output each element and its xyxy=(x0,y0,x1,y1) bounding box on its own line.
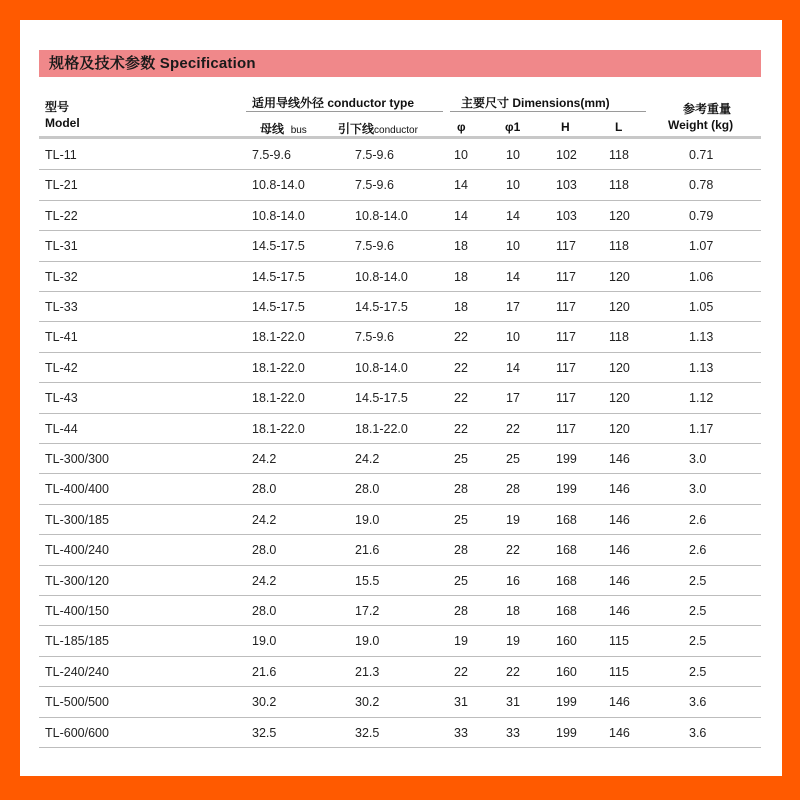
cell-l: 146 xyxy=(609,604,630,618)
cell-l: 146 xyxy=(609,512,630,527)
cell-conductor-diameter: 14.5-17.5 xyxy=(355,300,408,314)
table-row xyxy=(39,657,761,687)
cell-l: 146 xyxy=(609,695,630,710)
cell-h: 168 xyxy=(556,543,577,558)
table-row xyxy=(39,596,761,626)
cell-phi: 22 xyxy=(454,421,468,436)
cell-conductor-diameter: 7.5-9.6 xyxy=(355,239,394,254)
cell-conductor-diameter: 14.5-17.5 xyxy=(355,391,408,406)
header-weight-cn: 参考重量 xyxy=(683,102,732,116)
cell-conductor-diameter: 28.0 xyxy=(355,482,380,497)
cell-bus-diameter: 18.1-22.0 xyxy=(252,330,305,345)
cell-l: 146 xyxy=(609,573,630,588)
cell-phi: 22 xyxy=(454,330,468,345)
cell-bus-diameter: 18.1-22.0 xyxy=(252,360,305,375)
cell-h: 103 xyxy=(556,208,577,223)
cell-h: 117 xyxy=(556,269,576,284)
cell-phi: 22 xyxy=(454,664,468,679)
cell-phi: 14 xyxy=(454,178,468,193)
cell-bus-diameter: 28.0 xyxy=(252,482,277,497)
cell-weight: 1.12 xyxy=(689,391,714,406)
cell-weight: 2.5 xyxy=(689,634,707,649)
cell-weight: 2.5 xyxy=(689,664,707,679)
cell-phi: 33 xyxy=(454,725,468,740)
cell-conductor-diameter: 10.8-14.0 xyxy=(355,208,408,223)
table-row xyxy=(39,353,761,383)
cell-bus-diameter: 14.5-17.5 xyxy=(252,269,305,284)
table-row xyxy=(39,231,761,261)
cell-l: 118 xyxy=(609,148,629,162)
cell-phi1: 33 xyxy=(506,725,520,740)
cell-l: 120 xyxy=(609,269,630,284)
cell-phi: 28 xyxy=(454,543,468,558)
cell-weight: 1.05 xyxy=(689,300,714,314)
cell-phi1: 10 xyxy=(506,330,520,345)
cell-model: TL-32 xyxy=(45,269,78,284)
cell-weight: 0.71 xyxy=(689,148,714,162)
cell-weight: 3.6 xyxy=(689,725,707,740)
cell-conductor-diameter: 18.1-22.0 xyxy=(355,421,408,436)
cell-l: 146 xyxy=(609,452,630,466)
cell-phi: 22 xyxy=(454,360,468,375)
cell-phi: 19 xyxy=(454,634,468,649)
cell-model: TL-42 xyxy=(45,360,78,375)
cell-phi1: 19 xyxy=(506,512,520,527)
header-weight-en: Weight (kg) xyxy=(668,118,734,132)
cell-h: 199 xyxy=(556,695,577,710)
header-conductor-group: 适用导线外径 conductor type xyxy=(252,96,415,110)
cell-phi: 28 xyxy=(454,482,468,497)
table-row xyxy=(39,292,761,322)
cell-phi1: 31 xyxy=(506,695,520,710)
cell-h: 117 xyxy=(556,239,576,254)
table-row xyxy=(39,626,761,656)
cell-model: TL-33 xyxy=(45,300,78,314)
cell-model: TL-21 xyxy=(45,178,78,193)
cell-phi: 22 xyxy=(454,391,468,406)
cell-bus-diameter: 28.0 xyxy=(252,604,277,618)
cell-l: 146 xyxy=(609,482,630,497)
table-row xyxy=(39,201,761,231)
cell-h: 160 xyxy=(556,664,577,679)
header-phi1: φ1 xyxy=(505,120,521,134)
cell-model: TL-44 xyxy=(45,421,78,436)
cell-l: 118 xyxy=(609,178,629,193)
cell-phi1: 17 xyxy=(506,391,520,406)
table-row xyxy=(39,414,761,444)
table-row xyxy=(39,566,761,596)
cell-l: 146 xyxy=(609,543,630,558)
cell-h: 168 xyxy=(556,604,577,618)
table-row xyxy=(39,505,761,535)
cell-bus-diameter: 19.0 xyxy=(252,634,277,649)
cell-phi1: 14 xyxy=(506,360,520,375)
cell-phi: 28 xyxy=(454,604,468,618)
conductor-group-underline xyxy=(246,111,443,112)
cell-h: 168 xyxy=(556,512,577,527)
cell-model: TL-41 xyxy=(45,330,78,345)
cell-weight: 2.5 xyxy=(689,573,707,588)
cell-phi1: 10 xyxy=(506,178,520,193)
cell-bus-diameter: 14.5-17.5 xyxy=(252,300,305,314)
table-row xyxy=(39,718,761,748)
cell-conductor-diameter: 19.0 xyxy=(355,512,380,527)
header-dimensions-group: 主要尺寸 Dimensions(mm) xyxy=(461,96,610,110)
cell-h: 199 xyxy=(556,725,577,740)
cell-model: TL-43 xyxy=(45,391,78,406)
table-row xyxy=(39,687,761,717)
cell-bus-diameter: 7.5-9.6 xyxy=(252,148,291,162)
cell-h: 117 xyxy=(556,330,576,345)
cell-model: TL-11 xyxy=(45,148,77,162)
table-row xyxy=(39,262,761,292)
cell-phi1: 16 xyxy=(506,573,520,588)
cell-weight: 1.07 xyxy=(689,239,714,254)
cell-weight: 3.0 xyxy=(689,452,707,466)
cell-phi1: 10 xyxy=(506,148,520,162)
header-model-cn: 型号 xyxy=(45,100,70,114)
cell-phi1: 25 xyxy=(506,452,520,466)
cell-model: TL-22 xyxy=(45,208,78,223)
cell-weight: 1.17 xyxy=(689,421,714,436)
cell-conductor-diameter: 10.8-14.0 xyxy=(355,269,408,284)
cell-phi: 25 xyxy=(454,452,468,466)
cell-conductor-diameter: 21.3 xyxy=(355,664,380,679)
cell-bus-diameter: 14.5-17.5 xyxy=(252,239,305,254)
cell-bus-diameter: 30.2 xyxy=(252,695,277,710)
cell-weight: 1.06 xyxy=(689,269,714,284)
cell-h: 117 xyxy=(556,300,576,314)
cell-weight: 0.78 xyxy=(689,178,714,193)
cell-phi: 18 xyxy=(454,300,468,314)
cell-l: 120 xyxy=(609,208,630,223)
cell-phi1: 10 xyxy=(506,239,520,254)
cell-h: 117 xyxy=(556,421,576,436)
cell-h: 103 xyxy=(556,178,577,193)
dimensions-group-underline xyxy=(450,111,646,112)
section-title: 规格及技术参数 Specification xyxy=(39,50,761,77)
table-row xyxy=(39,170,761,200)
cell-weight: 1.13 xyxy=(689,360,714,375)
header-bus: 母线 bus xyxy=(260,122,307,136)
cell-h: 102 xyxy=(556,148,577,162)
cell-bus-diameter: 18.1-22.0 xyxy=(252,391,305,406)
table-row xyxy=(39,444,761,474)
cell-conductor-diameter: 7.5-9.6 xyxy=(355,148,394,162)
cell-conductor-diameter: 10.8-14.0 xyxy=(355,360,408,375)
cell-conductor-diameter: 30.2 xyxy=(355,695,380,710)
cell-l: 115 xyxy=(609,664,629,679)
cell-conductor-diameter: 17.2 xyxy=(355,604,380,618)
cell-weight: 2.6 xyxy=(689,512,707,527)
cell-model: TL-31 xyxy=(45,239,78,254)
cell-phi: 18 xyxy=(454,239,468,254)
cell-model: TL-400/400 xyxy=(45,482,109,497)
cell-weight: 2.6 xyxy=(689,543,707,558)
cell-bus-diameter: 24.2 xyxy=(252,573,277,588)
cell-bus-diameter: 18.1-22.0 xyxy=(252,421,305,436)
header-lead: 引下线conductor xyxy=(338,122,418,136)
cell-weight: 3.0 xyxy=(689,482,707,497)
cell-phi1: 14 xyxy=(506,208,520,223)
cell-phi1: 17 xyxy=(506,300,520,314)
cell-l: 120 xyxy=(609,300,630,314)
cell-model: TL-185/185 xyxy=(45,634,109,649)
cell-phi1: 22 xyxy=(506,543,520,558)
cell-model: TL-400/150 xyxy=(45,604,109,618)
header-h: H xyxy=(561,120,570,134)
cell-l: 118 xyxy=(609,330,629,345)
cell-model: TL-400/240 xyxy=(45,543,109,558)
table-row xyxy=(39,383,761,413)
header-l: L xyxy=(615,120,623,134)
cell-l: 120 xyxy=(609,421,630,436)
cell-phi1: 18 xyxy=(506,604,520,618)
cell-model: TL-300/300 xyxy=(45,452,109,466)
cell-h: 168 xyxy=(556,573,577,588)
cell-bus-diameter: 21.6 xyxy=(252,664,277,679)
spec-sheet xyxy=(20,20,782,776)
cell-phi1: 19 xyxy=(506,634,520,649)
cell-bus-diameter: 24.2 xyxy=(252,452,277,466)
cell-l: 120 xyxy=(609,391,630,406)
cell-conductor-diameter: 32.5 xyxy=(355,725,380,740)
cell-weight: 2.5 xyxy=(689,604,707,618)
cell-weight: 0.79 xyxy=(689,208,714,223)
cell-l: 118 xyxy=(609,239,629,254)
cell-model: TL-240/240 xyxy=(45,664,109,679)
cell-l: 115 xyxy=(609,634,629,649)
cell-phi: 10 xyxy=(454,148,468,162)
cell-phi1: 22 xyxy=(506,664,520,679)
cell-bus-diameter: 24.2 xyxy=(252,512,277,527)
cell-h: 199 xyxy=(556,452,577,466)
table-row xyxy=(39,535,761,565)
cell-bus-diameter: 10.8-14.0 xyxy=(252,178,305,193)
cell-conductor-diameter: 15.5 xyxy=(355,573,380,588)
cell-phi: 25 xyxy=(454,512,468,527)
cell-conductor-diameter: 19.0 xyxy=(355,634,380,649)
cell-weight: 3.6 xyxy=(689,695,707,710)
table-row xyxy=(39,140,761,170)
row-divider xyxy=(39,747,761,748)
cell-phi: 31 xyxy=(454,695,468,710)
header-model-en: Model xyxy=(45,116,80,130)
header-divider xyxy=(39,136,761,139)
cell-phi: 14 xyxy=(454,208,468,223)
cell-phi: 18 xyxy=(454,269,468,284)
cell-model: TL-500/500 xyxy=(45,695,109,710)
cell-model: TL-600/600 xyxy=(45,725,109,740)
cell-phi: 25 xyxy=(454,573,468,588)
cell-phi1: 14 xyxy=(506,269,520,284)
cell-h: 117 xyxy=(556,391,576,406)
cell-conductor-diameter: 24.2 xyxy=(355,452,380,466)
cell-model: TL-300/120 xyxy=(45,573,109,588)
cell-phi1: 22 xyxy=(506,421,520,436)
cell-conductor-diameter: 7.5-9.6 xyxy=(355,178,394,193)
cell-bus-diameter: 28.0 xyxy=(252,543,277,558)
cell-model: TL-300/185 xyxy=(45,512,109,527)
cell-l: 120 xyxy=(609,360,630,375)
cell-h: 160 xyxy=(556,634,577,649)
cell-h: 117 xyxy=(556,360,576,375)
cell-l: 146 xyxy=(609,725,630,740)
header-phi: φ xyxy=(457,120,466,134)
cell-bus-diameter: 10.8-14.0 xyxy=(252,208,305,223)
cell-weight: 1.13 xyxy=(689,330,714,345)
cell-conductor-diameter: 7.5-9.6 xyxy=(355,330,394,345)
cell-h: 199 xyxy=(556,482,577,497)
table-row xyxy=(39,322,761,352)
cell-phi1: 28 xyxy=(506,482,520,497)
cell-conductor-diameter: 21.6 xyxy=(355,543,380,558)
cell-bus-diameter: 32.5 xyxy=(252,725,277,740)
table-row xyxy=(39,474,761,504)
